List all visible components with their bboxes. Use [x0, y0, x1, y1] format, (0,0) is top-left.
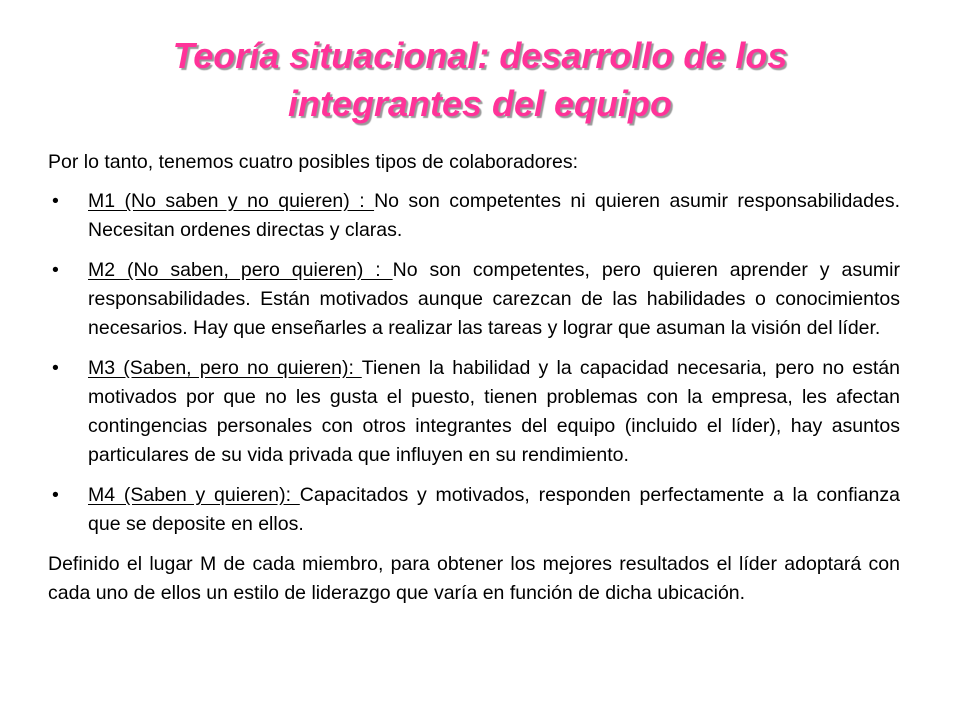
- bullet-icon: •: [52, 259, 59, 281]
- list-item-m3: [48, 354, 900, 470]
- collaborator-types-list: [48, 187, 900, 539]
- list-item-term: M3 (Saben, pero no quieren):: [88, 357, 362, 379]
- bullet-icon: •: [52, 484, 59, 506]
- list-item-text: Capacitados y motivados, responden perfectamente a la confianza que se deposite en ellos.: [88, 484, 900, 535]
- slide-title-line-2: integrantes del equipo: [287, 83, 673, 125]
- list-item-term: M1 (No saben y no quieren) :: [88, 190, 375, 212]
- slide-title-line-1: Teoría situacional: desarrollo de los: [172, 35, 788, 77]
- closing-paragraph: Definido el lugar M de cada miembro, para obtener los mejores resultados el líder adoptará con cada uno de ellos un estilo de liderazgo que varía en función de dicha ubicación.: [48, 553, 900, 604]
- bullet-icon: •: [52, 190, 59, 212]
- list-item-term: M4 (Saben y quieren):: [88, 484, 300, 506]
- list-item-text: No son competentes, pero quieren aprender y asumir responsabilidades. Están motivados aunque carezcan de las habilidades o conocimientos necesarios. Hay que enseñarles a realizar las tareas y lograr que asuman la visión del líder.: [88, 259, 900, 339]
- intro-paragraph: Por lo tanto, tenemos cuatro posibles tipos de colaboradores:: [48, 151, 579, 173]
- list-item-m1: [48, 187, 900, 245]
- list-item-m2: [48, 256, 900, 343]
- list-item-text: Tienen la habilidad y la capacidad necesaria, pero no están motivados por que no les gusta el puesto, tienen problemas con la empresa, les afectan contingencias personales con otros integrantes del equipo (incluido el líder), hay asuntos particulares de su vida privada que influyen en su rendimiento.: [88, 357, 900, 466]
- list-item-m4: [48, 481, 900, 539]
- list-item-text: No son competentes ni quieren asumir responsabilidades. Necesitan ordenes directas y claras.: [88, 190, 901, 241]
- slide-body: [48, 148, 900, 608]
- slide-title: [60, 32, 900, 128]
- list-item-term: M2 (No saben, pero quieren) :: [88, 259, 393, 281]
- bullet-icon: •: [52, 357, 59, 379]
